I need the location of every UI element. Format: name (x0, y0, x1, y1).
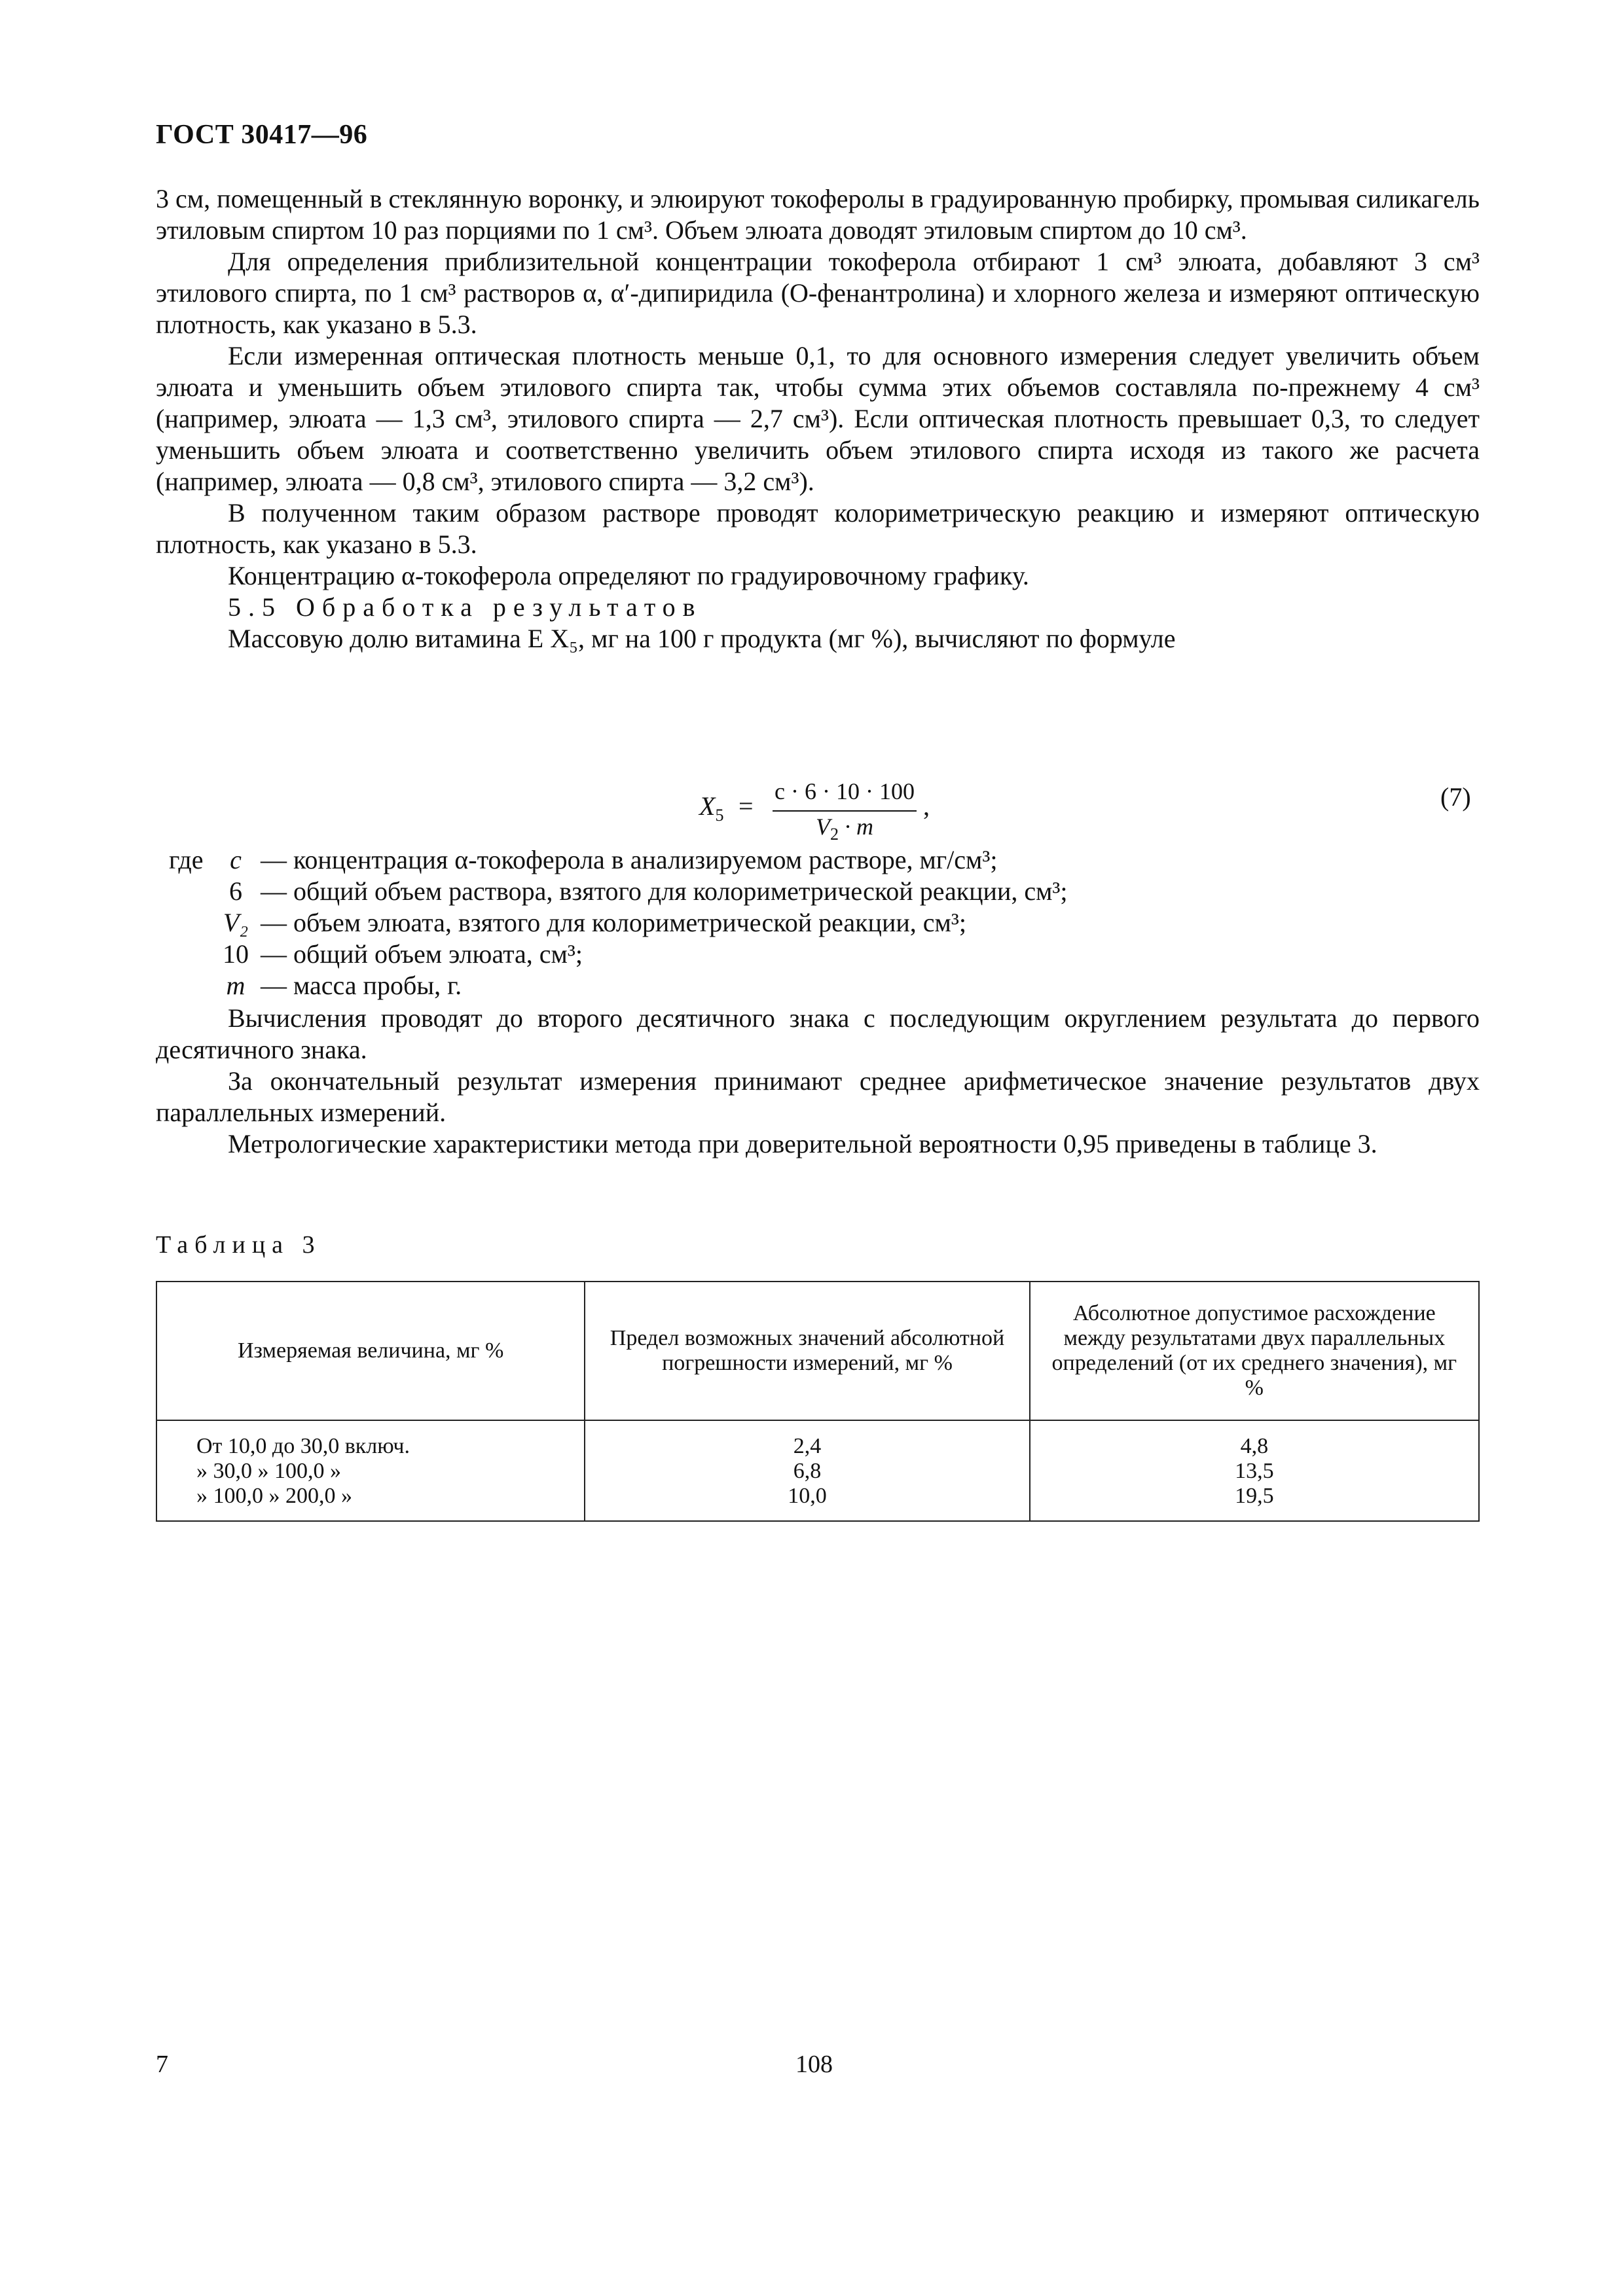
cell-value: От 10,0 до 30,0 включ. (196, 1434, 410, 1458)
table-header-row (156, 1282, 1479, 1420)
footer-left-number: 7 (156, 2051, 168, 2078)
formula-lhs-var: X (699, 791, 716, 821)
where-description: — общий объем элюата, см³; (261, 939, 583, 969)
body-text (156, 183, 1480, 655)
paragraph: Если измеренная оптическая плотность меньше 0,1, то для основного измерения следует увеличить объем элюата и уменьшить объем этилового спирта так, чтобы сумма этих объемов составляла по-прежнему 4 см³ (например, элюата — 1,3 см³, этилового спирта — 2,7 см³). Если оптическая плотность превышает 0,3, то следует уменьшить объем элюата и соответственно увеличить объем этилового спирта исходя из такого же расчета (например, элюата — 0,8 см³, этилового спирта — 3,2 см³). (156, 341, 1480, 496)
document-title: ГОСТ 30417—96 (156, 120, 368, 150)
cell-value: » 30,0 » 100,0 » (196, 1459, 341, 1483)
where-row (156, 876, 1480, 907)
column-header: Измеряемая величина, мг % (156, 1282, 585, 1420)
table-cell (1030, 1420, 1479, 1521)
where-description: — концентрация α-токоферола в анализируемом растворе, мг/см³; (261, 845, 998, 874)
where-description: — общий объем раствора, взятого для колориметрической реакции, см³; (261, 876, 1068, 906)
paragraph: В полученном таким образом растворе проводят колориметрическую реакцию и измеряют оптическую плотность, как указано в 5.3. (156, 498, 1480, 559)
formula (0, 772, 1623, 844)
formula-den-var: V (816, 814, 830, 840)
table-cell (156, 1420, 585, 1521)
cell-value: 6,8 (793, 1459, 822, 1483)
equation-number: (7) (1440, 782, 1471, 812)
conclusion-text (156, 1003, 1480, 1160)
column-header: Предел возможных значений абсолютной погрешности измерений, мг % (585, 1282, 1029, 1420)
where-label: где (169, 845, 204, 874)
where-block (156, 844, 1480, 1001)
table-cell (585, 1420, 1029, 1521)
where-symbol: 10 (223, 939, 249, 969)
paragraph: Для определения приблизительной концентрации токоферола отбирают 1 см³ элюата, добавляют 3 см³ этилового спирта, по 1 см³ растворов α, α′-дипиридила (О-фенантролина) и хлорного железа и измеряют оптическую плотность, как указано в 5.3. (156, 247, 1480, 339)
formula-denominator (773, 813, 917, 844)
formula-comma: , (923, 791, 930, 821)
paragraph: Вычисления проводят до второго десятичного знака с последующим округлением результата до первого десятичного знака. (156, 1003, 1480, 1064)
cell-value: » 100,0 » 200,0 » (196, 1484, 352, 1508)
paragraph: Массовую долю витамина Е X₅, мг на 100 г продукта (мг %), вычисляют по формуле (228, 624, 1176, 653)
column-header: Абсолютное допустимое расхождение между результатами двух параллельных определений (от их среднего значения), мг % (1030, 1282, 1479, 1420)
formula-den-rest: · m (839, 814, 873, 840)
formula-lhs-sub: 5 (715, 806, 724, 825)
table-row (156, 1420, 1479, 1521)
cell-value: 10,0 (788, 1484, 827, 1508)
formula-lhs (699, 791, 723, 825)
paragraph: За окончательный результат измерения принимают среднее арифметическое значение результатов двух параллельных измерений. (156, 1066, 1480, 1127)
where-row (156, 970, 1480, 1001)
where-symbol: m (226, 971, 246, 1000)
where-row (156, 844, 1480, 876)
where-description: — масса пробы, г. (261, 971, 462, 1000)
fraction-bar (773, 810, 917, 812)
table-caption: Таблица 3 (156, 1231, 321, 1259)
cell-value: 2,4 (793, 1434, 822, 1458)
formula-numerator: c · 6 · 10 · 100 (775, 778, 915, 804)
where-row (156, 907, 1480, 939)
formula-den-sub: 2 (830, 825, 839, 844)
where-row (156, 939, 1480, 970)
where-symbol: 6 (229, 876, 242, 906)
cell-value: 13,5 (1235, 1459, 1274, 1483)
cell-value: 4,8 (1240, 1434, 1269, 1458)
cell-value: 19,5 (1235, 1484, 1274, 1508)
metrology-table (156, 1281, 1480, 1522)
paragraph: 3 см, помещенный в стеклянную воронку, и элюируют токоферолы в градуированную пробирку, промывая силикагель этиловым спиртом 10 раз порциями по 1 см³. Объем элюата доводят этиловым спиртом до 10 см³. (156, 184, 1480, 245)
paragraph: Метрологические характеристики метода при доверительной вероятности 0,95 приведены в таблице 3. (228, 1129, 1377, 1158)
where-description: — объем элюата, взятого для колориметрической реакции, см³; (261, 908, 966, 937)
section-heading: 5.5 Обработка результатов (228, 592, 702, 622)
page-number: 108 (795, 2051, 833, 2078)
where-symbol: c (230, 845, 242, 874)
formula-equals: = (739, 791, 754, 821)
paragraph: Концентрацию α-токоферола определяют по градуировочному графику. (228, 561, 1029, 590)
where-symbol: V₂ (223, 908, 249, 937)
